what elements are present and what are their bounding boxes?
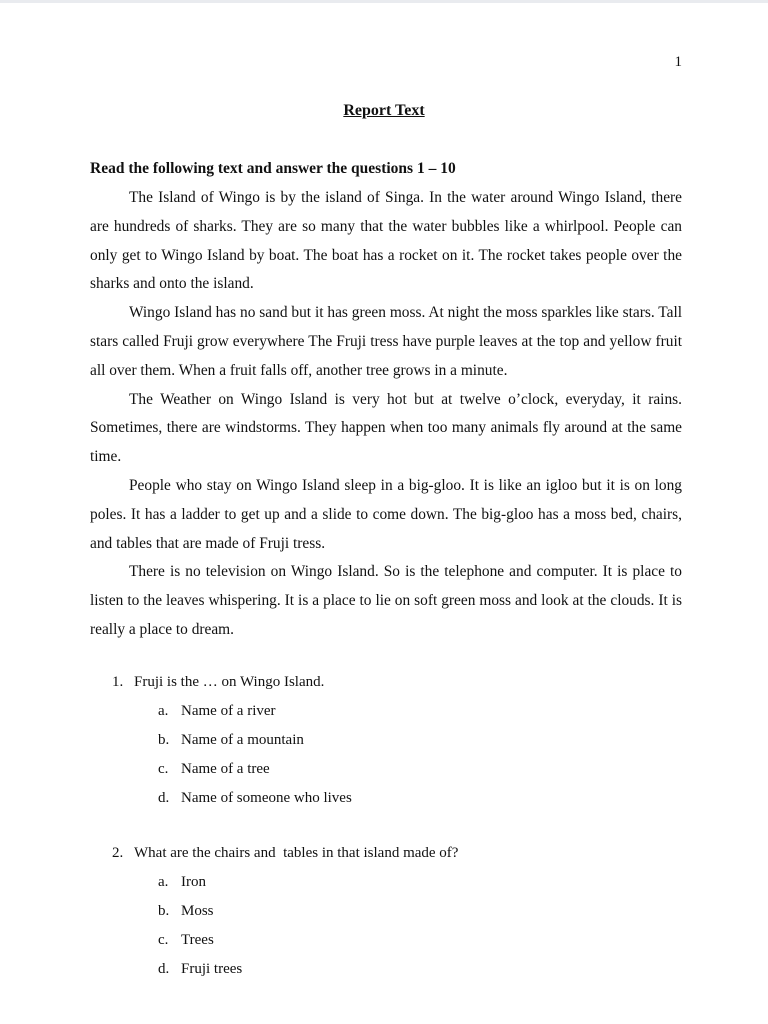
answer-option-b [158, 903, 672, 932]
page-number: 1 [674, 54, 682, 70]
answer-option-c [158, 761, 672, 790]
instruction: Read the following text and answer the questions 1 – 10 [90, 160, 456, 177]
option-letter: c. [158, 761, 169, 777]
option-text: Name of a river [181, 703, 276, 719]
question-2 [112, 845, 672, 990]
option-text: Name of a tree [181, 761, 270, 777]
question-text: Fruji is the … on Wingo Island. [134, 674, 325, 690]
passage-paragraph-1: The Island of Wingo is by the island of Singa. In the water around Wingo Island, there are hundreds of sharks. They are so many that the water bubbles like a whirlpool. People can only get to Wingo Island by boat. The boat has a rocket on it. The rocket takes people over the sharks and onto the island. [90, 189, 682, 293]
answer-option-d [158, 790, 672, 819]
passage-paragraph-2: Wingo Island has no sand but it has green moss. At night the moss sparkles like stars. Tall stars called Fruji grow everywhere The Fruji tress have purple leaves at the top and yellow fruit all over them. When a fruit falls off, another tree grows in a minute. [90, 304, 682, 379]
reading-passage [90, 184, 682, 645]
question-text: What are the chairs and tables in that island made of? [134, 845, 459, 861]
option-text: Name of someone who lives [181, 790, 352, 806]
option-text: Iron [181, 874, 206, 890]
page-title: Report Text [343, 102, 425, 119]
option-text: Moss [181, 903, 214, 919]
option-letter: b. [158, 732, 170, 748]
option-text: Name of a mountain [181, 732, 304, 748]
option-text: Fruji trees [181, 961, 243, 977]
answer-option-a [158, 874, 672, 903]
answer-option-c [158, 932, 672, 961]
option-letter: b. [158, 903, 170, 919]
question-list [112, 674, 672, 1016]
option-letter: c. [158, 932, 169, 948]
answer-option-a [158, 703, 672, 732]
question-number: 2. [112, 845, 124, 861]
question-stem [112, 674, 672, 703]
question-stem [112, 845, 672, 874]
answer-option-d [158, 961, 672, 990]
option-letter: d. [158, 790, 170, 806]
answer-options [112, 874, 672, 990]
option-letter: d. [158, 961, 170, 977]
answer-options [112, 703, 672, 819]
passage-paragraph-4: People who stay on Wingo Island sleep in a big-gloo. It is like an igloo but it is on long poles. It has a ladder to get up and a slide to come down. The big-gloo has a moss bed, chairs, and tables that are made of Fruji tress. [90, 476, 682, 552]
option-text: Trees [181, 932, 214, 948]
option-letter: a. [158, 703, 169, 719]
question-1 [112, 674, 672, 819]
option-letter: a. [158, 874, 169, 890]
question-number: 1. [112, 674, 124, 690]
answer-option-b [158, 732, 672, 761]
passage-paragraph-3: The Weather on Wingo Island is very hot but at twelve o’clock, everyday, it rains. Sometimes, there are windstorms. They happen when too many animals fly around at the same time. [90, 390, 682, 466]
passage-paragraph-5: There is no television on Wingo Island. So is the telephone and computer. It is place to listen to the leaves whispering. It is a place to lie on soft green moss and look at the clouds. It is really a place to dream. [90, 563, 682, 638]
page-top-edge [0, 0, 768, 3]
